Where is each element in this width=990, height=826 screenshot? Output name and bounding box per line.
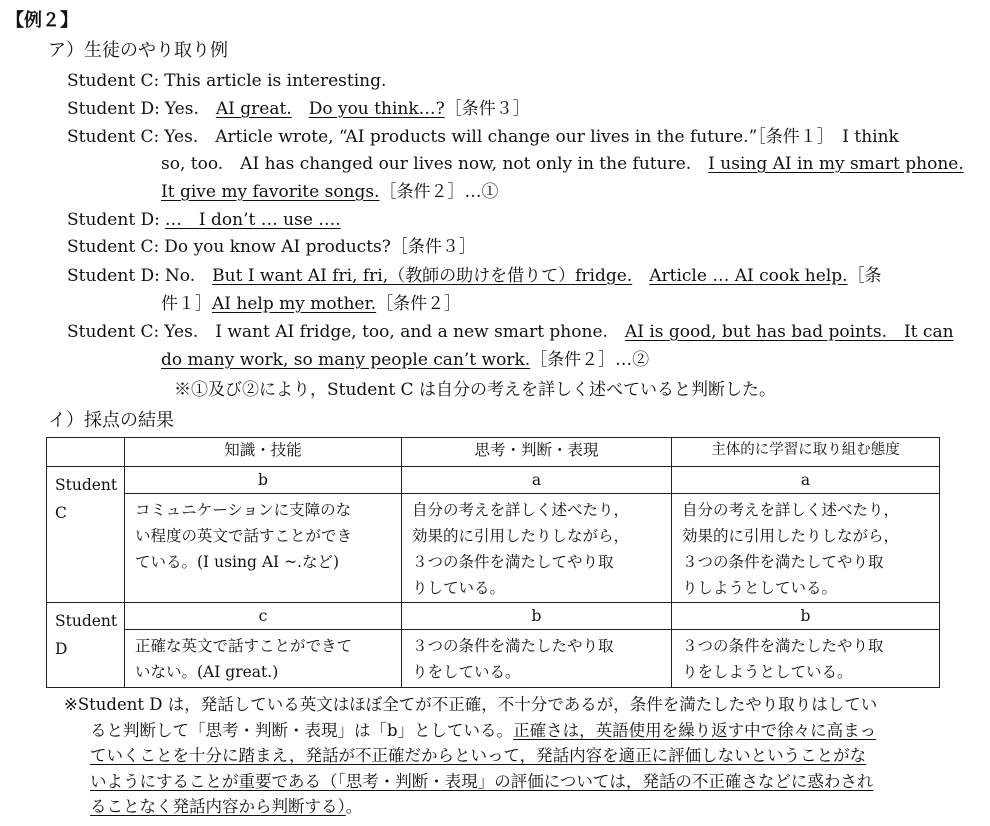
underlined-utterance: do many work, so many people can’t work. — [161, 350, 531, 370]
header-thinking-expression: 思考・判断・表現 — [402, 438, 672, 467]
underlined-utterance: Article … AI cook help. — [649, 266, 848, 286]
desc-line: 自分の考えを詳しく述べたり， — [412, 501, 630, 519]
dialogue-line — [67, 207, 341, 233]
speaker-label: Student C: — [67, 127, 160, 147]
utterance-text: Do you know AI products?［条件３］ — [164, 237, 476, 257]
desc-line: 効果的に引用したりしながら， — [412, 527, 630, 545]
dialogue-line — [67, 124, 899, 150]
footnote-text: 。 — [345, 797, 363, 816]
table-row — [47, 603, 940, 630]
dialogue-line — [67, 96, 530, 122]
desc-c-thinking — [402, 494, 672, 603]
section-a-heading: ア）生徒のやり取り例 — [48, 40, 228, 61]
speaker-label: Student D: — [67, 99, 160, 119]
utterance-text: ［条 — [847, 266, 882, 286]
student-label: Student — [55, 476, 118, 494]
dialogue-line — [161, 151, 964, 177]
utterance-text: 件１］ — [161, 294, 212, 314]
utterance-text: This article is interesting. — [164, 71, 387, 91]
table-row — [47, 630, 940, 688]
desc-line: りをしている。 — [412, 663, 521, 681]
header-attitude: 主体的に学習に取り組む態度 — [672, 438, 940, 467]
desc-line: りをしようとしている。 — [682, 663, 853, 681]
utterance-text: No. — [164, 266, 213, 286]
utterance-text: ［条件２］…② — [530, 350, 650, 370]
section-b-heading: イ）採点の結果 — [48, 410, 174, 431]
speaker-label: Student C: — [67, 237, 160, 257]
document-title: 【例２】 — [6, 10, 78, 31]
desc-line: 正確な英文で話すことができて — [135, 637, 353, 655]
utterance-text — [632, 266, 649, 286]
speaker-label: Student D: — [67, 210, 160, 230]
table-row — [47, 467, 940, 494]
desc-line: ３つの条件を満たしたやり取 — [682, 637, 884, 655]
footnote-line — [64, 718, 940, 744]
desc-d-thinking — [402, 630, 672, 688]
underlined-utterance: It give my favorite songs. — [161, 182, 380, 202]
utterance-text: Yes. — [164, 99, 216, 119]
grade-c-thinking: a — [402, 467, 672, 494]
desc-line: 自分の考えを詳しく述べたり， — [682, 501, 900, 519]
footnote-text: ると判断して「思考・判断・表現」は「b」としている。 — [90, 720, 514, 740]
underlined-utterance: AI is good, but has bad points. It can — [624, 322, 954, 342]
speaker-label: Student C: — [67, 71, 160, 91]
header-knowledge-skill: 知識・技能 — [125, 438, 402, 467]
footnote-line: ※Student D は，発話している英文はほぼ全てが不正確，不十分であるが，条件を満たしたやり取りはしてい — [64, 695, 878, 714]
student-d-cell — [47, 603, 125, 688]
underlined-utterance: AI help my mother. — [212, 294, 377, 314]
student-letter: D — [55, 640, 68, 658]
utterance-text: Yes. I want AI fridge, too, and a new smart phone. — [164, 322, 625, 342]
underlined-utterance: I using AI in my smart phone. — [708, 154, 964, 174]
dialogue-line — [67, 263, 882, 289]
grade-c-knowledge: b — [125, 467, 402, 494]
scoring-table — [46, 437, 940, 688]
speaker-label: Student C: — [67, 322, 160, 342]
grade-d-thinking: b — [402, 603, 672, 630]
grade-c-attitude: a — [672, 467, 940, 494]
grade-d-knowledge: c — [125, 603, 402, 630]
desc-line: ３つの条件を満たしたやり取 — [412, 637, 614, 655]
desc-line: ３つの条件を満たしてやり取 — [412, 553, 614, 571]
grade-d-attitude: b — [672, 603, 940, 630]
student-c-cell — [47, 467, 125, 603]
footnote-emphasis: 正確さは，英語使用を繰り返す中で徐々に高まっ — [513, 720, 877, 740]
utterance-text: ［条件２］ — [376, 294, 462, 314]
underlined-utterance: Do you think…? — [308, 99, 445, 119]
dialogue-line — [161, 291, 461, 317]
desc-line: りしている。 — [412, 579, 506, 597]
table-row — [47, 494, 940, 603]
utterance-text: Yes. Article wrote, “AI products will change our lives in the future.”［条件１］ I think — [164, 127, 899, 147]
utterance-text: ［条件３］ — [444, 99, 530, 119]
footnote-emphasis: ることなく発話内容から判断する） — [90, 797, 346, 816]
utterance-text: ［条件２］…① — [379, 182, 499, 202]
dialogue-line — [161, 179, 499, 205]
desc-c-knowledge — [125, 494, 402, 603]
desc-c-attitude — [672, 494, 940, 603]
judgment-note: ※①及び②により，Student C は自分の考えを詳しく述べていると判断した。 — [174, 380, 776, 400]
utterance-text — [292, 99, 309, 119]
dialogue-line — [67, 68, 386, 94]
underlined-utterance: But I want AI fri, fri,（教師の助けを借りて）fridge. — [212, 266, 633, 286]
desc-line: い程度の英文で話すことができ — [135, 527, 353, 545]
dialogue-line — [67, 319, 954, 345]
footnote-line — [64, 794, 940, 820]
underlined-utterance: AI great. — [215, 99, 292, 119]
desc-d-knowledge — [125, 630, 402, 688]
desc-line: ている。(I using AI ~.など) — [135, 553, 340, 571]
desc-line: りしようとしている。 — [682, 579, 838, 597]
footnote-emphasis: ていくことを十分に踏まえ，発話が不正確だからといって，発話内容を適正に評価しないということがな — [90, 746, 867, 765]
underlined-utterance: … I don’t … use …. — [164, 210, 341, 230]
dialogue-line — [161, 347, 649, 373]
desc-line: いない。(AI great.) — [135, 663, 279, 681]
speaker-label: Student D: — [67, 266, 160, 286]
desc-line: ３つの条件を満たしてやり取 — [682, 553, 884, 571]
desc-line: 効果的に引用したりしながら， — [682, 527, 900, 545]
desc-d-attitude — [672, 630, 940, 688]
table-corner-cell — [47, 438, 125, 467]
footnote — [64, 692, 940, 820]
footnote-emphasis: いようにすることが重要である（「思考・判断・表現」の評価については，発話の不正確さなどに惑わされ — [90, 771, 874, 791]
student-label: Student — [55, 612, 118, 630]
table-header-row — [47, 438, 940, 467]
utterance-text: so, too. AI has changed our lives now, not only in the future. — [161, 154, 709, 174]
dialogue-line — [67, 234, 476, 260]
desc-line: コミュニケーションに支障のな — [135, 501, 352, 519]
student-letter: C — [55, 504, 67, 522]
